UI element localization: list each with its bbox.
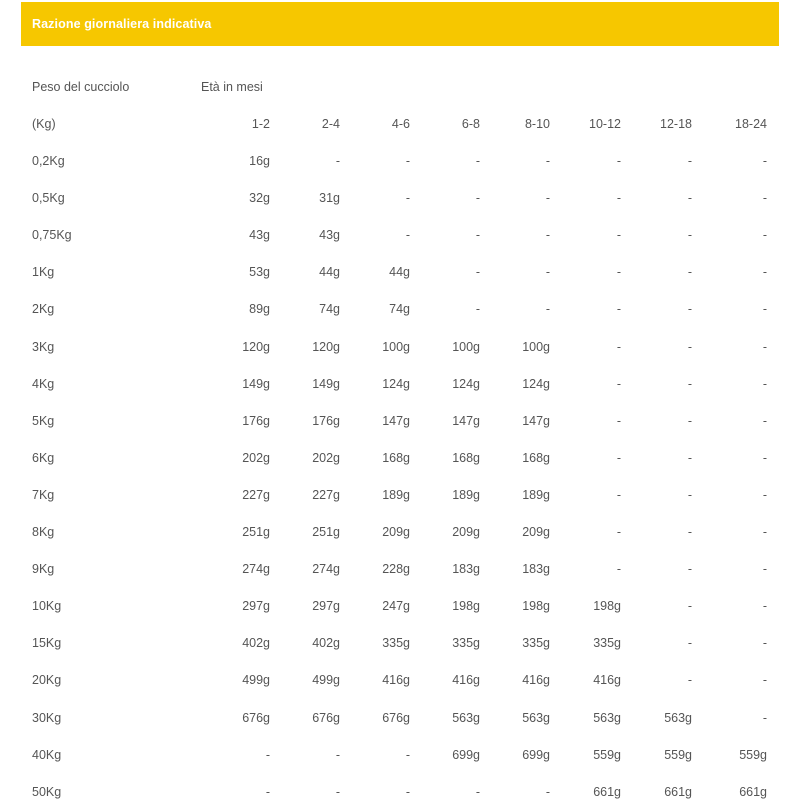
ration-cell: - bbox=[475, 191, 480, 205]
table-row bbox=[0, 337, 800, 357]
ration-cell: 100g bbox=[382, 340, 410, 354]
table-row bbox=[0, 670, 800, 690]
ration-cell: - bbox=[405, 748, 410, 762]
ration-cell: - bbox=[687, 525, 692, 539]
weight-cell: 1Kg bbox=[32, 265, 55, 279]
weight-cell: 6Kg bbox=[32, 451, 55, 465]
ration-cell: - bbox=[616, 228, 621, 242]
ration-cell: 297g bbox=[312, 599, 340, 613]
ration-cell: - bbox=[762, 154, 767, 168]
table-row bbox=[0, 522, 800, 542]
ration-cell: 563g bbox=[522, 711, 550, 725]
ration-cell: - bbox=[762, 377, 767, 391]
ration-cell: - bbox=[762, 302, 767, 316]
ration-cell: - bbox=[335, 785, 340, 799]
ration-cell: 335g bbox=[452, 636, 480, 650]
ration-cell: 274g bbox=[242, 562, 270, 576]
ration-cell: 202g bbox=[242, 451, 270, 465]
ration-cell: 198g bbox=[593, 599, 621, 613]
ration-cell: - bbox=[687, 414, 692, 428]
ration-cell: - bbox=[616, 414, 621, 428]
ration-cell: - bbox=[762, 562, 767, 576]
table-row bbox=[0, 262, 800, 282]
ration-cell: - bbox=[762, 191, 767, 205]
ration-cell: - bbox=[687, 599, 692, 613]
ration-cell: 661g bbox=[664, 785, 692, 799]
table-row bbox=[0, 188, 800, 208]
ration-cell: - bbox=[687, 302, 692, 316]
ration-cell: 563g bbox=[452, 711, 480, 725]
weight-cell: 9Kg bbox=[32, 562, 55, 576]
ration-cell: - bbox=[762, 525, 767, 539]
ration-cell: - bbox=[687, 636, 692, 650]
ration-cell: 124g bbox=[522, 377, 550, 391]
ration-cell: 147g bbox=[522, 414, 550, 428]
ration-cell: 100g bbox=[522, 340, 550, 354]
ration-cell: - bbox=[545, 154, 550, 168]
age-column-header: 1-2 bbox=[251, 117, 270, 131]
ration-cell: 124g bbox=[452, 377, 480, 391]
ration-cell: 202g bbox=[312, 451, 340, 465]
ration-cell: - bbox=[762, 414, 767, 428]
ration-cell: 251g bbox=[312, 525, 340, 539]
ration-cell: 32g bbox=[249, 191, 270, 205]
table-row bbox=[0, 448, 800, 468]
age-column-header: 4-6 bbox=[391, 117, 410, 131]
ration-cell: 168g bbox=[382, 451, 410, 465]
age-column-header: 2-4 bbox=[321, 117, 340, 131]
table-row bbox=[0, 225, 800, 245]
ration-cell: 16g bbox=[249, 154, 270, 168]
ration-cell: - bbox=[545, 785, 550, 799]
age-header: Età in mesi bbox=[201, 80, 263, 94]
weight-cell: 0,5Kg bbox=[32, 191, 65, 205]
ration-cell: 120g bbox=[312, 340, 340, 354]
age-column-header: 12-18 bbox=[660, 117, 692, 131]
ration-cell: 416g bbox=[452, 673, 480, 687]
ration-cell: 416g bbox=[382, 673, 410, 687]
ration-cell: 43g bbox=[319, 228, 340, 242]
ration-cell: - bbox=[762, 488, 767, 502]
header-title: Razione giornaliera indicativa bbox=[32, 17, 212, 31]
ration-cell: - bbox=[687, 265, 692, 279]
ration-cell: - bbox=[265, 748, 270, 762]
ration-cell: 227g bbox=[242, 488, 270, 502]
ration-cell: - bbox=[687, 377, 692, 391]
ration-cell: - bbox=[335, 154, 340, 168]
ration-cell: - bbox=[616, 525, 621, 539]
ration-cell: 31g bbox=[319, 191, 340, 205]
ration-cell: 189g bbox=[382, 488, 410, 502]
ration-cell: - bbox=[762, 711, 767, 725]
ration-cell: 189g bbox=[522, 488, 550, 502]
ration-cell: - bbox=[475, 302, 480, 316]
weight-cell: 10Kg bbox=[32, 599, 62, 613]
ration-cell: 699g bbox=[522, 748, 550, 762]
ration-cell: - bbox=[405, 785, 410, 799]
weight-cell: 50Kg bbox=[32, 785, 62, 799]
ration-cell: 198g bbox=[522, 599, 550, 613]
ration-cell: 559g bbox=[664, 748, 692, 762]
weight-cell: 2Kg bbox=[32, 302, 55, 316]
ration-cell: - bbox=[687, 673, 692, 687]
ration-cell: - bbox=[762, 340, 767, 354]
ration-cell: - bbox=[616, 451, 621, 465]
weight-cell: 15Kg bbox=[32, 636, 62, 650]
ration-cell: - bbox=[762, 636, 767, 650]
unit-header: (Kg) bbox=[32, 117, 56, 131]
ration-cell: 124g bbox=[382, 377, 410, 391]
ration-cell: 676g bbox=[382, 711, 410, 725]
ration-cell: 676g bbox=[242, 711, 270, 725]
ration-cell: 168g bbox=[522, 451, 550, 465]
ration-cell: 251g bbox=[242, 525, 270, 539]
header-row-top bbox=[0, 77, 800, 97]
weight-cell: 0,75Kg bbox=[32, 228, 72, 242]
ration-cell: 89g bbox=[249, 302, 270, 316]
ration-cell: 168g bbox=[452, 451, 480, 465]
table-row bbox=[0, 559, 800, 579]
ration-cell: - bbox=[687, 154, 692, 168]
ration-cell: - bbox=[687, 562, 692, 576]
ration-cell: 183g bbox=[522, 562, 550, 576]
ration-cell: 676g bbox=[312, 711, 340, 725]
ration-cell: - bbox=[762, 228, 767, 242]
ration-cell: 402g bbox=[242, 636, 270, 650]
ration-cell: 147g bbox=[452, 414, 480, 428]
table-row bbox=[0, 151, 800, 171]
ration-cell: - bbox=[762, 673, 767, 687]
ration-cell: 44g bbox=[319, 265, 340, 279]
ration-cell: - bbox=[762, 265, 767, 279]
ration-cell: 176g bbox=[312, 414, 340, 428]
ration-cell: - bbox=[405, 191, 410, 205]
ration-cell: 189g bbox=[452, 488, 480, 502]
ration-cell: 198g bbox=[452, 599, 480, 613]
ration-cell: 149g bbox=[242, 377, 270, 391]
weight-cell: 3Kg bbox=[32, 340, 55, 354]
ration-cell: 335g bbox=[382, 636, 410, 650]
ration-cell: - bbox=[545, 265, 550, 279]
ration-cell: - bbox=[687, 451, 692, 465]
table-row bbox=[0, 299, 800, 319]
ration-cell: 402g bbox=[312, 636, 340, 650]
ration-cell: 209g bbox=[452, 525, 480, 539]
weight-cell: 30Kg bbox=[32, 711, 62, 725]
ration-cell: 120g bbox=[242, 340, 270, 354]
ration-cell: 44g bbox=[389, 265, 410, 279]
ration-cell: 228g bbox=[382, 562, 410, 576]
ration-cell: - bbox=[762, 599, 767, 613]
ration-cell: 43g bbox=[249, 228, 270, 242]
ration-cell: 247g bbox=[382, 599, 410, 613]
ration-cell: 699g bbox=[452, 748, 480, 762]
ration-cell: - bbox=[687, 191, 692, 205]
ration-cell: 53g bbox=[249, 265, 270, 279]
ration-cell: 559g bbox=[593, 748, 621, 762]
table-row bbox=[0, 411, 800, 431]
weight-cell: 0,2Kg bbox=[32, 154, 65, 168]
ration-cell: - bbox=[687, 340, 692, 354]
ration-cell: 227g bbox=[312, 488, 340, 502]
weight-cell: 4Kg bbox=[32, 377, 55, 391]
table-row bbox=[0, 633, 800, 653]
ration-cell: - bbox=[687, 488, 692, 502]
ration-cell: - bbox=[335, 748, 340, 762]
ration-cell: - bbox=[616, 562, 621, 576]
weight-cell: 20Kg bbox=[32, 673, 62, 687]
ration-cell: - bbox=[545, 191, 550, 205]
ration-cell: - bbox=[616, 265, 621, 279]
ration-cell: 335g bbox=[522, 636, 550, 650]
weight-cell: 8Kg bbox=[32, 525, 55, 539]
age-column-header: 6-8 bbox=[461, 117, 480, 131]
ration-cell: 209g bbox=[382, 525, 410, 539]
table-row bbox=[0, 596, 800, 616]
table-row bbox=[0, 485, 800, 505]
ration-cell: - bbox=[616, 488, 621, 502]
ration-cell: - bbox=[405, 228, 410, 242]
header-row-columns bbox=[0, 114, 800, 134]
ration-cell: - bbox=[687, 228, 692, 242]
ration-cell: 563g bbox=[593, 711, 621, 725]
ration-cell: - bbox=[475, 228, 480, 242]
ration-cell: 416g bbox=[522, 673, 550, 687]
ration-cell: 100g bbox=[452, 340, 480, 354]
table-row bbox=[0, 708, 800, 728]
ration-cell: 209g bbox=[522, 525, 550, 539]
ration-cell: 149g bbox=[312, 377, 340, 391]
ration-cell: - bbox=[545, 228, 550, 242]
ration-cell: - bbox=[475, 154, 480, 168]
age-column-header: 10-12 bbox=[589, 117, 621, 131]
ration-cell: 416g bbox=[593, 673, 621, 687]
ration-cell: - bbox=[475, 785, 480, 799]
ration-cell: - bbox=[616, 191, 621, 205]
ration-cell: - bbox=[616, 302, 621, 316]
ration-cell: 661g bbox=[739, 785, 767, 799]
age-column-header: 18-24 bbox=[735, 117, 767, 131]
ration-cell: 274g bbox=[312, 562, 340, 576]
ration-cell: - bbox=[265, 785, 270, 799]
weight-header: Peso del cucciolo bbox=[32, 80, 130, 94]
weight-cell: 7Kg bbox=[32, 488, 55, 502]
ration-cell: - bbox=[545, 302, 550, 316]
ration-cell: 499g bbox=[312, 673, 340, 687]
ration-cell: 661g bbox=[593, 785, 621, 799]
ration-cell: 74g bbox=[319, 302, 340, 316]
ration-cell: 297g bbox=[242, 599, 270, 613]
ration-cell: 183g bbox=[452, 562, 480, 576]
ration-cell: 499g bbox=[242, 673, 270, 687]
ration-cell: 74g bbox=[389, 302, 410, 316]
weight-cell: 40Kg bbox=[32, 748, 62, 762]
ration-cell: 559g bbox=[739, 748, 767, 762]
ration-cell: - bbox=[762, 451, 767, 465]
ration-cell: 563g bbox=[664, 711, 692, 725]
ration-cell: - bbox=[616, 340, 621, 354]
ration-cell: - bbox=[405, 154, 410, 168]
ration-cell: - bbox=[616, 154, 621, 168]
ration-cell: - bbox=[475, 265, 480, 279]
age-column-header: 8-10 bbox=[524, 117, 550, 131]
weight-cell: 5Kg bbox=[32, 414, 55, 428]
ration-cell: 176g bbox=[242, 414, 270, 428]
ration-cell: 147g bbox=[382, 414, 410, 428]
ration-cell: 335g bbox=[593, 636, 621, 650]
ration-cell: - bbox=[616, 377, 621, 391]
table-row bbox=[0, 374, 800, 394]
table-row bbox=[0, 782, 800, 802]
table-row bbox=[0, 745, 800, 765]
